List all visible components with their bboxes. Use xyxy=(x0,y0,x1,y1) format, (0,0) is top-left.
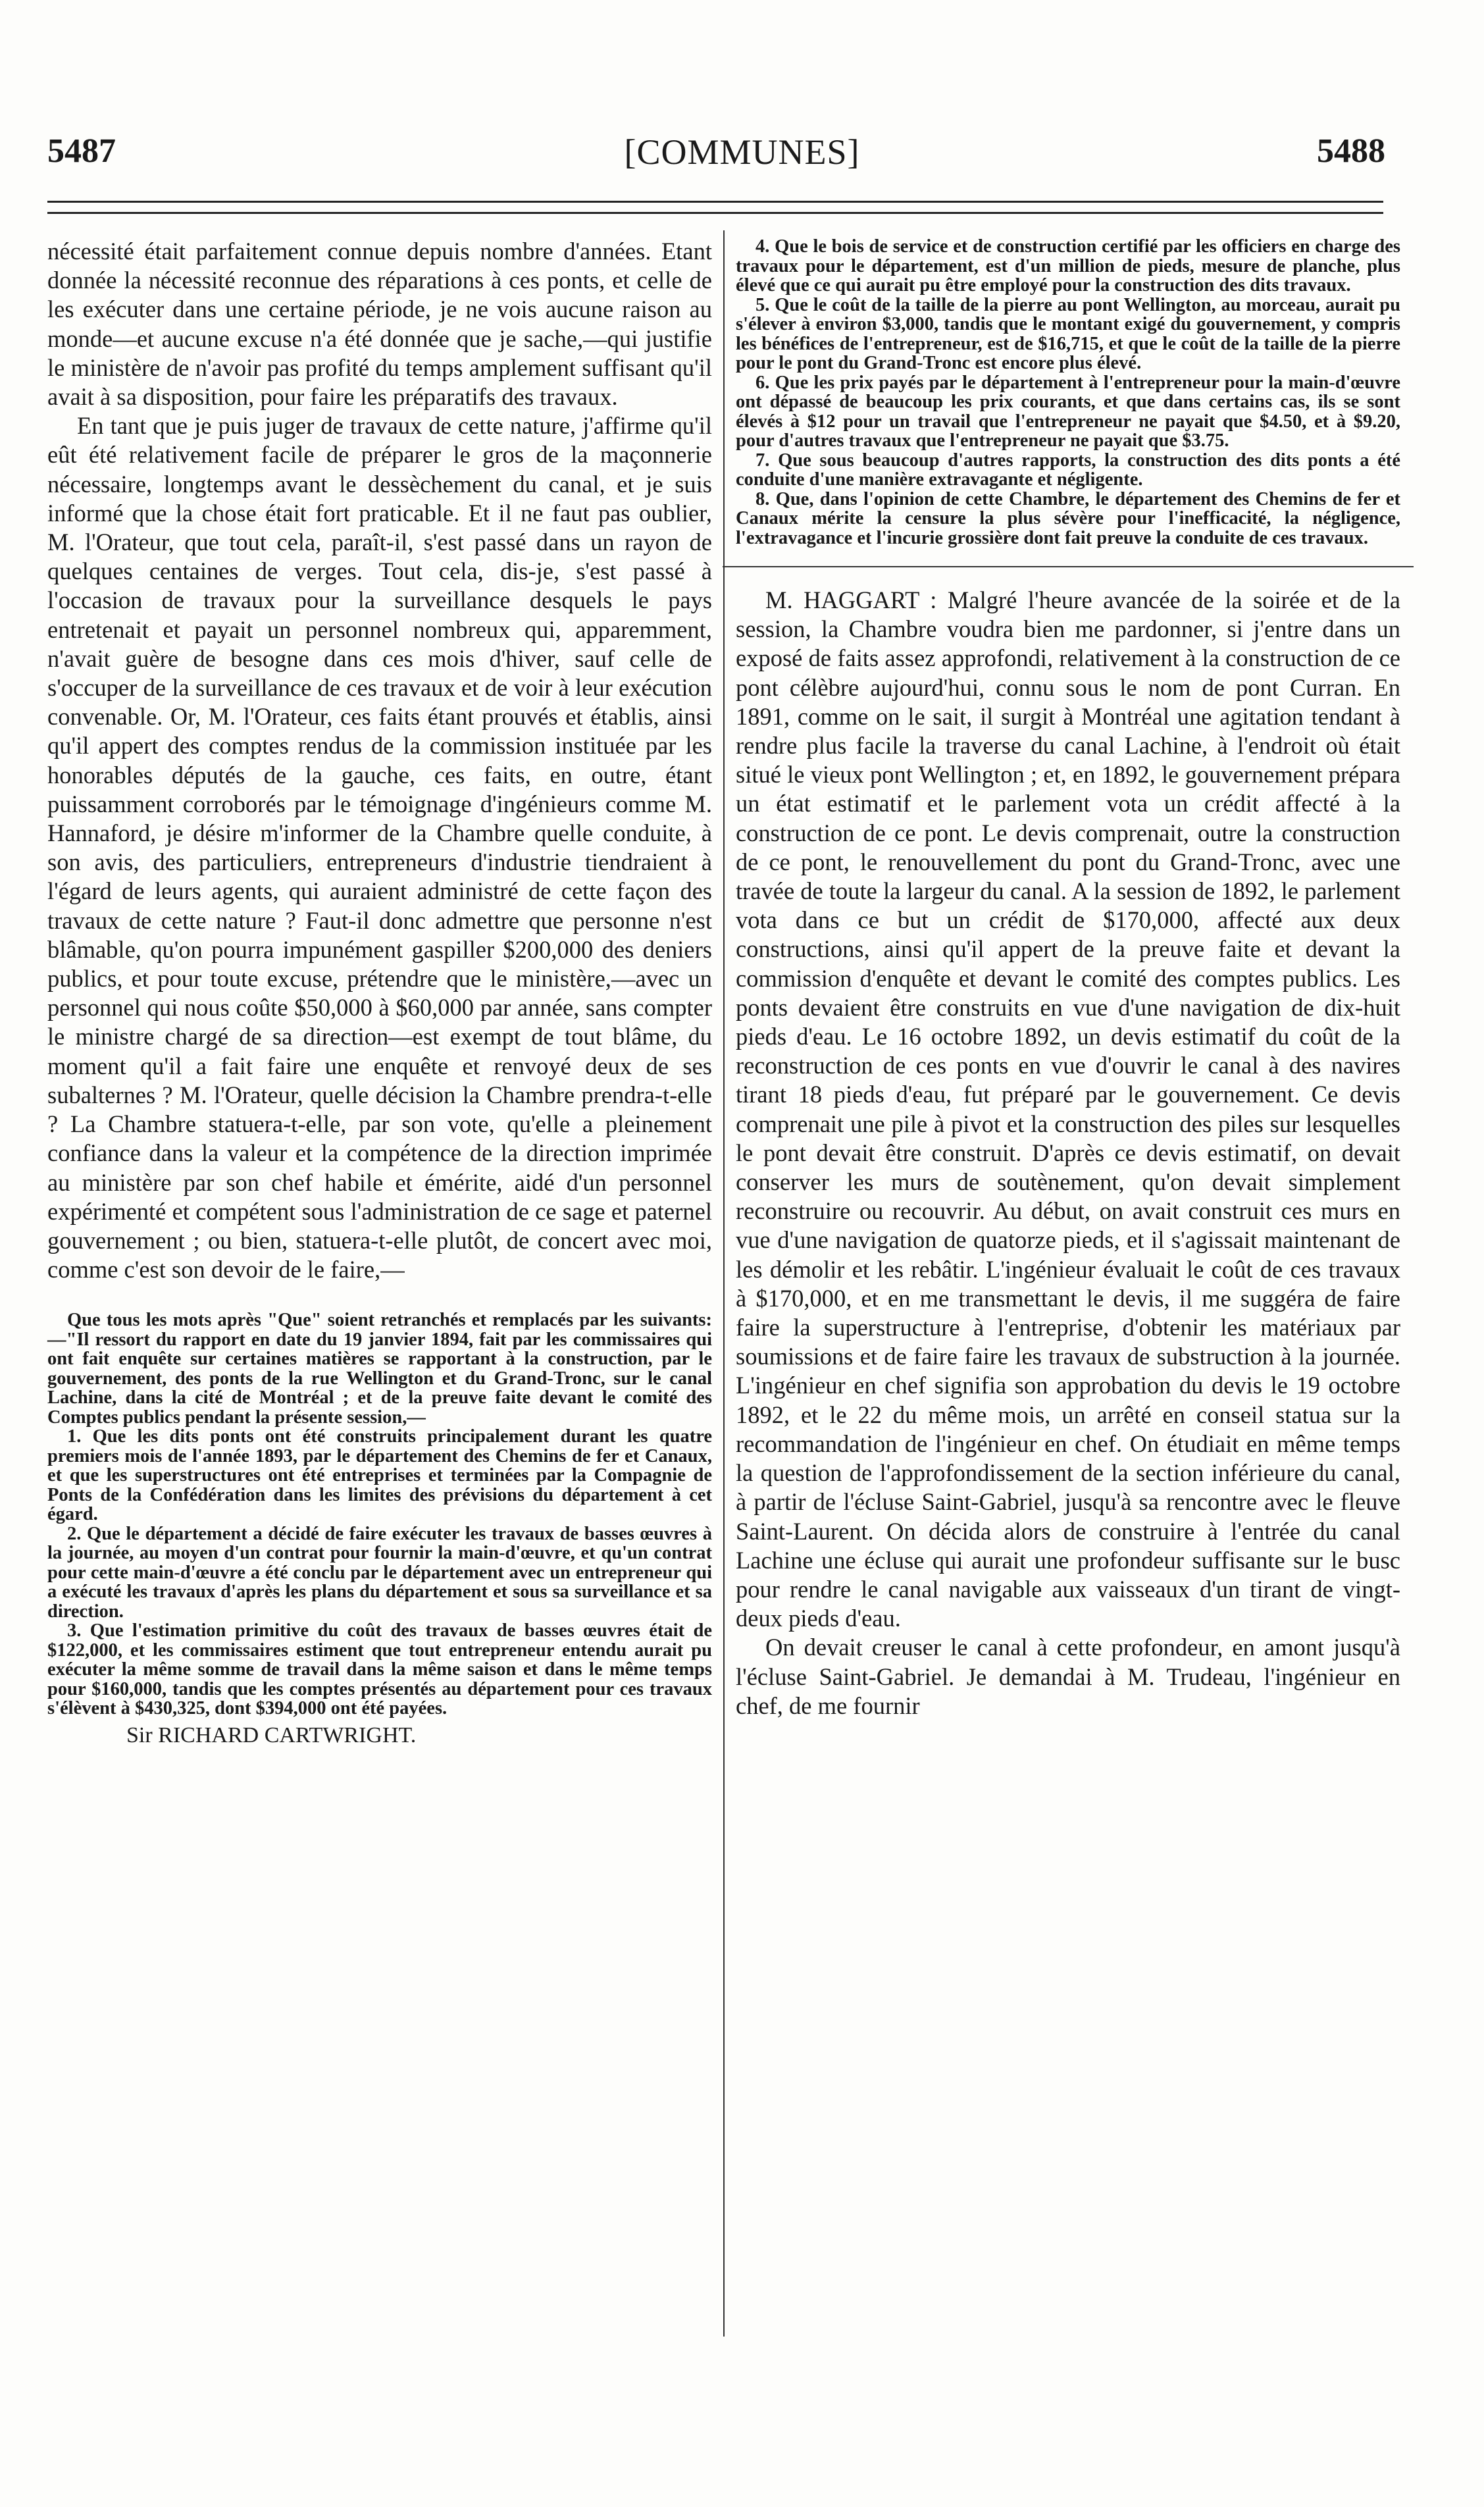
header-rule-top xyxy=(47,201,1383,203)
motion-item: 7. Que sous beaucoup d'autres rapports, la construction des dits ponts a été conduite d'une manière extravagante et négligente. xyxy=(736,450,1400,490)
motion-item: 3. Que l'estimation primitive du coût des travaux de basses œuvres était de $122,000, et les commissaires estiment que tout entrepreneur entendu aurait pu exécuter la même somme de travail dans la même saison et dans le même temps pour $160,000, tandis que les comptes présentés au département pour ces travaux s'élèvent à $430,325, dont $394,000 ont été payées. xyxy=(47,1620,712,1719)
motion-item: 2. Que le département a décidé de faire exécuter les travaux de basses œuvres à la journée, au moyen d'un contrat pour fournir la main-d'œuvre, et qu'un contrat pour cette main-d'œuvre a été conclu par le département avec un entrepreneur qui a exécuté les travaux d'après les plans du département et sous sa surveillance et sa direction. xyxy=(47,1523,712,1622)
left-column xyxy=(47,237,712,1750)
motion-item: 1. Que les dits ponts ont été construits principalement durant les quatre premiers mois de l'année 1893, par le département des Chemins de fer et Canaux, et que les superstructures ont été entreprises et terminées par la Compagnie de Ponts de la Confédération dans les limites des prévisions du département à cet égard. xyxy=(47,1426,712,1525)
motion-item: 8. Que, dans l'opinion de cette Chambre, le département des Chemins de fer et Canaux mérite la censure la plus sévère pour l'inefficacité, la négligence, l'extravagance et l'incurie grossière dont fait preuve la conduite de ces travaux. xyxy=(736,488,1400,548)
right-column xyxy=(736,237,1400,1720)
page-title: [COMMUNES] xyxy=(624,132,860,172)
column-divider xyxy=(723,230,725,2337)
paragraph: En tant que je puis juger de travaux de cette nature, j'affirme qu'il eût été relativement facile de préparer le gros de la maçonnerie nécessaire, longtemps avant le dessèchement du canal, et je suis informé que la chose était fort praticable. Et il ne faut pas oublier, M. l'Orateur, que tout cela, paraît-il, s'est passé dans un rayon de quelques centaines de verges. Tout cela, dis-je, s'est passé à l'occasion de travaux pour la surveillance desquels le pays entretenait et payait un personnel nombreux qui, apparemment, n'avait guère de besogne dans ces mois d'hiver, sauf celle de s'occuper de la surveillance de ces travaux et de voir à leur exécution convenable. Or, M. l'Orateur, ces faits étant prouvés et établis, ainsi qu'il appert des comptes rendus de la commission instituée par les honorables députés de la gauche, ces faits, en outre, étant puissamment corroborés par le témoignage d'ingénieurs comme M. Hannaford, je désire m'informer de la Chambre quelle conduite, à son avis, des particuliers, entrepreneurs d'industrie tiendraient à l'égard de leurs agents, qui auraient administré de cette façon des travaux de cette nature ? Faut-il donc admettre que personne n'est blâmable, qu'on pourra impunément gaspiller $200,000 des deniers publics, et pour toute excuse, prétendre que le ministère,—avec un personnel qui nous coûte $50,000 à $60,000 par année, sans compter le ministre chargé de sa direction—est exempt de tout blâme, du moment qu'il a fait faire une enquête et renvoyé deux de ses subalternes ? M. l'Orateur, quelle décision la Chambre prendra-t-elle ? La Chambre statuera-t-elle, par son vote, qu'elle a pleinement confiance dans la valeur et la compétence de la direction imprimée au ministère par son chef habile et émérite, aidé d'un personnel expérimenté et compétent sous l'administration de ce sage et paternel gouvernement ; ou bien, statuera-t-elle plutôt, de concert avec moi, comme c'est son devoir de le faire,— xyxy=(47,412,712,1283)
motion-item: 5. Que le coût de la taille de la pierre au pont Wellington, au morceau, aurait pu s'élever à environ $3,000, tandis que le montant exigé du gouvernement, y compris les bénéfices de l'entrepreneur, est de $16,715, et que le coût de la taille de la pierre pour le pont du Grand-Tronc est encore plus élevé. xyxy=(736,294,1400,373)
paragraph: On devait creuser le canal à cette profondeur, en amont jusqu'à l'écluse Saint-Gabriel. Je demandai à M. Trudeau, l'ingénieur en chef, de me fournir xyxy=(736,1634,1400,1719)
paragraph: M. HAGGART : Malgré l'heure avancée de la soirée et de la session, la Chambre voudra bien me pardonner, si j'entre dans un exposé de faits assez approfondi, relativement à la construction de ce pont célèbre aujourd'hui, connu sous le nom de pont Curran. En 1891, comme on le sait, il surgit à Montréal une agitation tendant à rendre plus facile la traverse du canal Lachine, à l'endroit où était situé le vieux pont Wellington ; et, en 1892, le gouvernement prépara un état estimatif et le parlement vota un crédit affecté à la construction de ce pont. Le devis comprenait, outre la construction de ce pont, le renouvellement du pont du Grand-Tronc, avec une travée de toute la largeur du canal. A la session de 1892, le parlement vota dans ce but un crédit de $170,000, affecté aux deux constructions, ainsi qu'il appert de la preuve faite et devant la commission d'enquête et devant le comité des comptes publics. Les ponts devaient être construits en vue d'une navigation de dix-huit pieds d'eau. Le 16 octobre 1892, un devis estimatif du coût de la reconstruction de ces ponts en vue d'ouvrir le canal à des navires tirant 18 pieds d'eau, fut préparé par le gouvernement. Ce devis comprenait une pile à pivot et la construction des piles sur lesquelles le pont devait être construit. D'après ce devis estimatif, on devait conserver les murs de soutènement, qu'on devait simplement reconstruire ou recouvrir. Au début, on avait construit ces murs en vue d'une navigation de quatorze pieds, et il s'agissait maintenant de les démolir et les rebâtir. L'ingénieur évaluait le coût de ces travaux à $170,000, et en me transmettant le devis, il me suggéra de faire faire la superstructure à l'entreprise, d'obtenir les matériaux par soumissions et de faire faire les travaux de substruction à la journée. L'ingénieur en chef signifia son approbation du devis le 19 octobre 1892, et le 22 du même mois, un arrêté en conseil statua sur la recommandation de l'ingénieur en chef. On étudiait en même temps la question de l'approfondissement de la section inférieure du canal, à partir de l'écluse Saint-Gabriel, jusqu'à sa rencontre avec le fleuve Saint-Laurent. On décida alors de construire à l'entrée du canal Lachine une écluse qui aurait une profondeur suffisante sur le busc pour rendre le canal navigable aux vaisseaux d'un tirant de vingt-deux pieds d'eau. xyxy=(736,586,1400,1632)
paragraph: nécessité était parfaitement connue depuis nombre d'années. Etant donnée la nécessité reconnue des réparations à ces ponts, et celle de les exécuter dans une certaine période, je ne vois aucune raison au monde—et aucune excuse n'a été donnée que je sache,—qui justifie le ministère de n'avoir pas profité du temps amplement suffisant qu'il avait à sa disposition, pour faire les préparatifs des travaux. xyxy=(47,238,712,411)
section-separator xyxy=(723,566,1414,567)
signature: Sir RICHARD CARTWRIGHT. xyxy=(126,1722,417,1747)
header-rule-bottom xyxy=(47,212,1383,214)
page-number-right: 5488 xyxy=(1317,132,1385,170)
motion-text: Que tous les mots après "Que" soient retranchés et remplacés par les suivants:—"Il ressort du rapport en date du 19 janvier 1894, fait par les commissaires qui ont fait enquête sur certaines matières se rapportant à la construction, par le gouvernement, des ponts de la rue Wellington et du Grand-Tronc, sur le canal Lachine, dans la cité de Montréal ; et de la preuve faite devant le comité des Comptes publics pendant la présente session,— xyxy=(47,1310,712,1428)
page-header xyxy=(0,132,1484,191)
spacer xyxy=(47,1284,712,1310)
motion-item: 4. Que le bois de service et de construction certifié par les officiers en charge des travaux pour le département, est d'un million de pieds, mesure de planche, plus élevé que ce qui aurait pu être employé pour la construction des dits travaux. xyxy=(736,236,1400,296)
motion-item: 6. Que les prix payés par le département à l'entrepreneur pour la main-d'œuvre ont dépassé de beaucoup les prix courants, et que dans certains cas, ils se sont élevés à $12 pour un travail que l'entrepreneur ne payait que $4.50, et à $9.20, pour d'autres travaux que l'entrepreneur ne payait que $3.75. xyxy=(736,372,1400,451)
page-number-left: 5487 xyxy=(47,132,116,170)
